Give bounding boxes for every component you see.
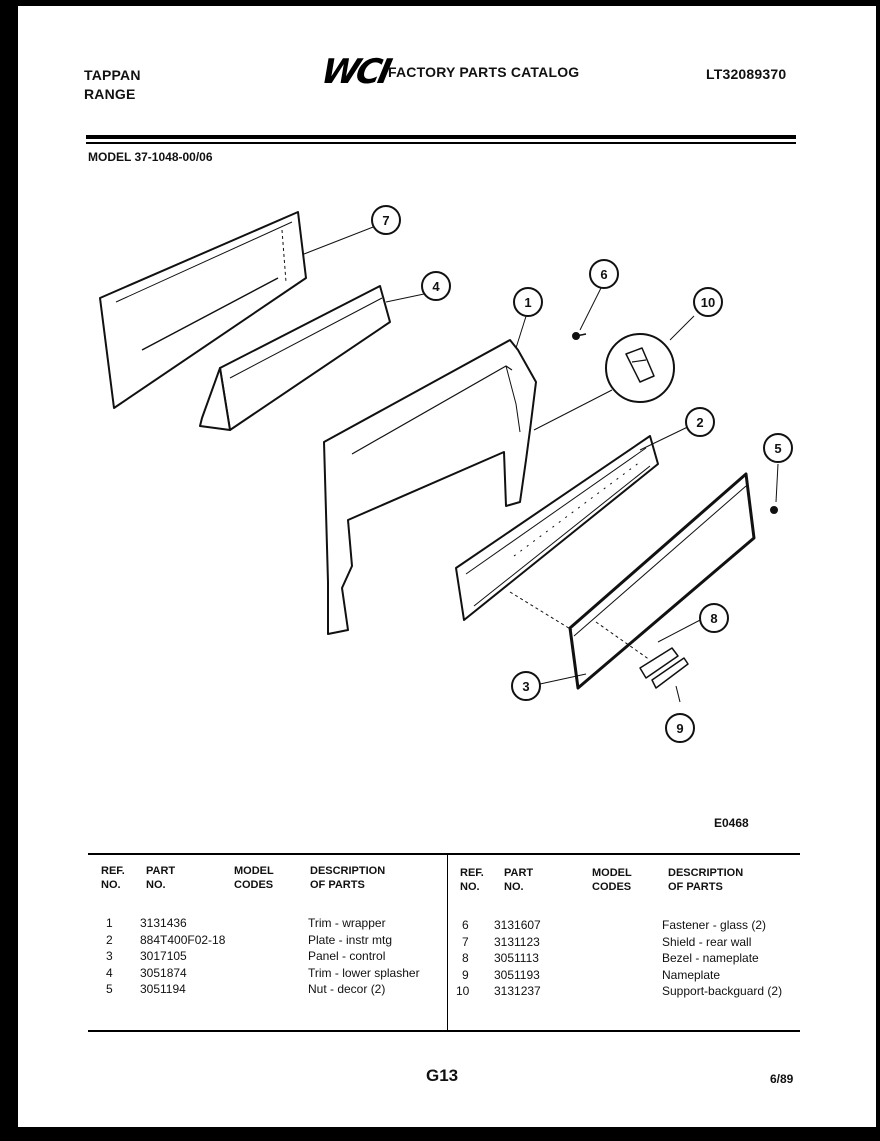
table-row: [96, 965, 446, 982]
callout-3: [512, 672, 540, 700]
header-model-line1: MODEL: [234, 865, 274, 877]
part-description: Bezel - nameplate: [662, 951, 759, 965]
ref-no: 8: [462, 951, 469, 965]
part-support-backguard: [534, 334, 674, 430]
ref-no: 4: [106, 965, 113, 980]
header-rule-thin: [86, 142, 796, 144]
ref-no: 6: [462, 918, 469, 932]
wci-logo: WCI: [317, 52, 393, 92]
header-desc-line2: OF PARTS: [310, 879, 365, 891]
catalog-date: 6/89: [770, 1072, 794, 1086]
table-row: [452, 967, 802, 984]
callout-2: [686, 408, 714, 436]
callout-label: 2: [696, 415, 704, 430]
header-part-right: [504, 866, 533, 894]
header-desc-right: [668, 866, 743, 894]
callout-7: [372, 206, 400, 234]
part-description: Nut - decor (2): [308, 982, 386, 996]
table-rule-top: [88, 853, 800, 855]
callout-5: [764, 434, 792, 462]
header-model-line2: CODES: [234, 879, 274, 891]
callout-4: [422, 272, 450, 300]
scan-border-bottom: [0, 1127, 880, 1141]
ref-no: 3: [106, 949, 113, 963]
part-nut-decor: [771, 507, 777, 513]
brand-line-1: TAPPAN: [84, 67, 141, 83]
callout-6: [590, 260, 618, 288]
callout-label: 1: [524, 295, 532, 310]
scan-border-right: [876, 0, 880, 1141]
callout-label: 4: [432, 279, 440, 294]
header-ref-right: [460, 866, 484, 894]
ref-no: 7: [462, 934, 469, 949]
header-part-line1: PART: [504, 867, 534, 879]
brand-line-2: RANGE: [84, 86, 136, 102]
header-model-right: [592, 866, 632, 894]
scan-border-left: [0, 0, 18, 1141]
part-description: Support-backguard (2): [662, 984, 783, 998]
model-number: MODEL 37-1048-00/06: [88, 150, 213, 164]
part-no: 884T400F02-18: [140, 932, 226, 947]
catalog-title: FACTORY PARTS CATALOG: [388, 64, 580, 80]
part-description: Trim - wrapper: [308, 916, 386, 930]
ref-no: 2: [106, 932, 113, 947]
callout-8: [700, 604, 728, 632]
header-ref-line2: NO.: [101, 879, 121, 891]
callout-label: 5: [774, 441, 782, 456]
header-ref-line1: REF.: [460, 867, 484, 879]
callout-9: [666, 714, 694, 742]
table-row: [452, 950, 802, 967]
part-no: 3131607: [494, 918, 541, 932]
part-description: Shield - rear wall: [662, 934, 752, 949]
callout-10: [694, 288, 722, 316]
table-row: [452, 934, 802, 951]
header-model-line2: CODES: [592, 881, 632, 893]
table-row: [96, 932, 446, 949]
scan-border-top: [0, 0, 880, 6]
callout-label: 6: [600, 267, 608, 282]
page-number: G13: [426, 1066, 459, 1085]
table-rule-bottom: [88, 1030, 800, 1032]
header-part-left: [146, 864, 175, 892]
part-fastener-glass: [573, 333, 586, 339]
header-ref-line1: REF.: [101, 865, 125, 877]
ref-no: 10: [456, 984, 470, 998]
part-no: 3051194: [140, 982, 186, 996]
header-ref-line2: NO.: [460, 881, 480, 893]
part-description: Trim - lower splasher: [308, 965, 420, 980]
part-description: Fastener - glass (2): [662, 918, 767, 932]
part-description: Panel - control: [308, 949, 386, 963]
header-desc-line2: OF PARTS: [668, 881, 723, 893]
header-rule-thick: [86, 135, 796, 139]
ref-no: 1: [106, 916, 113, 930]
header-desc-left: [310, 864, 385, 892]
table-row: [96, 981, 446, 998]
header-ref-left: [101, 864, 125, 892]
header-part-line2: NO.: [146, 879, 166, 891]
part-no: 3051193: [494, 967, 540, 982]
diagram-code: E0468: [714, 816, 749, 830]
callout-label: 3: [522, 679, 530, 694]
part-description: Nameplate: [662, 967, 721, 982]
ref-no: 9: [462, 967, 469, 982]
callout-label: 8: [710, 611, 718, 626]
table-row: [96, 915, 446, 932]
brand-block: [84, 66, 141, 104]
part-no: 3131123: [494, 934, 540, 949]
header-desc-line1: DESCRIPTION: [668, 867, 744, 879]
table-divider: [447, 855, 448, 1030]
table-row: [452, 983, 802, 1000]
part-no: 3131436: [140, 916, 187, 930]
part-trim-wrapper: [324, 340, 536, 634]
ref-no: 5: [106, 982, 113, 996]
header-part-line1: PART: [146, 865, 176, 877]
header-desc-line1: DESCRIPTION: [310, 865, 386, 877]
part-no: 3017105: [140, 949, 187, 963]
parts-list-right: [452, 917, 802, 1000]
part-no: 3051874: [140, 965, 187, 980]
catalog-number: LT32089370: [706, 66, 787, 82]
table-row: [452, 917, 802, 934]
header-model-line1: MODEL: [592, 867, 632, 879]
header-model-left: [234, 864, 274, 892]
part-no: 3131237: [494, 984, 541, 998]
table-row: [96, 948, 446, 965]
callout-1: [514, 288, 542, 316]
part-no: 3051113: [494, 951, 539, 965]
callout-label: 9: [676, 721, 684, 736]
parts-list-left: [96, 915, 446, 998]
callout-label: 7: [382, 213, 390, 228]
callout-label: 10: [700, 295, 716, 310]
header-part-line2: NO.: [504, 881, 524, 893]
exploded-parts-diagram: [80, 190, 820, 750]
part-description: Plate - instr mtg: [308, 932, 393, 947]
